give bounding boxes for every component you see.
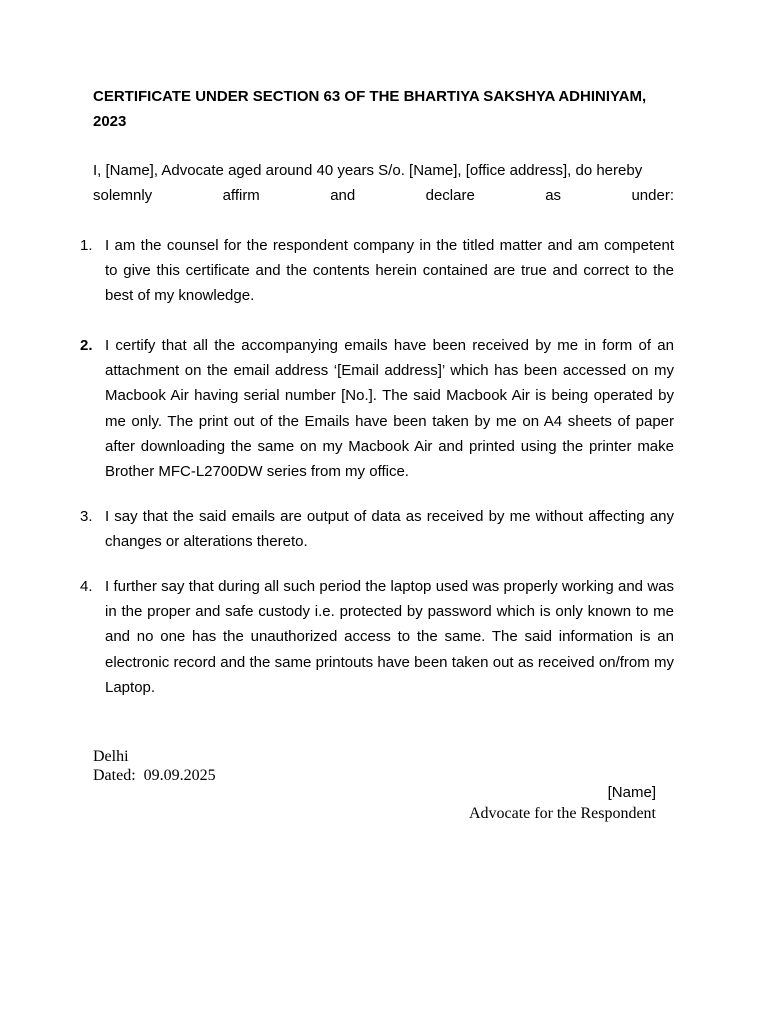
intro-word: as <box>545 187 562 204</box>
intro-word: declare <box>425 187 475 204</box>
paragraph-text: I say that the said emails are output of data as received by me without affecting any changes or alterations thereto. <box>105 508 674 551</box>
signature-block <box>400 783 656 825</box>
numbered-paragraph-2 <box>80 333 674 484</box>
document-title: CERTIFICATE UNDER SECTION 63 OF THE BHARTIYA SAKSHYA ADHINIYAM, 2023 <box>93 88 647 130</box>
signatory-name: [Name] <box>607 784 656 801</box>
intro-word: affirm <box>222 187 260 204</box>
date-label: Dated: <box>93 767 136 784</box>
place: Delhi <box>93 748 129 765</box>
paragraph-text: I further say that during all such period the laptop used was properly working and was in the proper and safe custody i.e. protected by password which is only known to me and no one has the unauthorized access to the same. The said information is an electronic record and the same printouts have been taken out as received on/from my Laptop. <box>105 578 674 696</box>
intro-word: under: <box>631 187 674 204</box>
paragraph-number: 2. <box>80 337 93 354</box>
numbered-paragraph-3 <box>80 504 674 554</box>
paragraph-number: 3. <box>80 508 93 525</box>
date-line <box>93 766 216 785</box>
intro-line-2 <box>93 183 674 208</box>
intro-line-1: I, [Name], Advocate aged around 40 years S/o. [Name], [office address], do hereby <box>93 162 643 179</box>
signatory-role: Advocate for the Respondent <box>468 805 656 822</box>
intro-word: and <box>330 187 356 204</box>
intro-paragraph <box>93 158 674 208</box>
paragraph-text: I am the counsel for the respondent company in the titled matter and am competent to give this certificate and the contents herein contained are true and correct to the best of my knowledge. <box>105 237 674 305</box>
date-value: 09.09.2025 <box>143 767 216 784</box>
numbered-paragraph-1 <box>80 233 674 309</box>
paragraph-number: 4. <box>80 578 93 595</box>
numbered-paragraph-4 <box>80 574 674 700</box>
paragraph-text: I certify that all the accompanying emails have been received by me in form of an attachment on the email address ‘[Email address]’ which has been accessed on my Macbook Air having serial number [No.]. The said Macbook Air is being operated by me only. The print out of the Emails have been taken by me on A4 sheets of paper after downloading the same on my Macbook Air and printed using the printer make Brother MFC-L2700DW series from my office. <box>105 337 674 481</box>
intro-word: solemnly <box>93 187 153 204</box>
paragraph-number: 1. <box>80 237 93 254</box>
